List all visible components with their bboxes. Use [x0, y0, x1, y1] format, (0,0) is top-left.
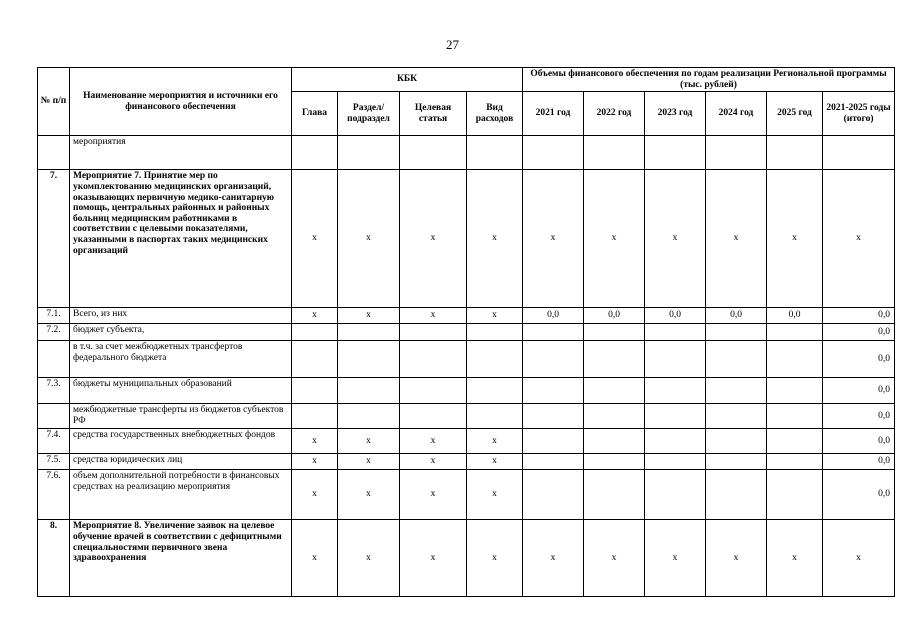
table-row [38, 170, 895, 308]
table-cell: 0,0 [584, 308, 645, 324]
table-cell [400, 404, 467, 429]
row-name: Всего, из них [70, 308, 292, 324]
table-cell [645, 454, 706, 470]
table-row [38, 324, 895, 341]
header-name: Наименование мероприятия и источники его финансового обеспечения [70, 68, 292, 136]
table-cell: 0,0 [645, 308, 706, 324]
table-cell [292, 136, 338, 170]
row-name: Мероприятие 8. Увеличение заявок на целевое обучение врачей в соответствии с дефицитными специальностями первичного звена здравоохранения [70, 520, 292, 597]
row-number: 7.6. [38, 470, 70, 520]
table-cell: x [467, 454, 523, 470]
table-cell [338, 404, 400, 429]
table-cell: x [584, 170, 645, 308]
table-cell [467, 324, 523, 341]
table-cell [767, 429, 823, 454]
table-cell [584, 378, 645, 404]
table-cell: x [523, 520, 584, 597]
table-cell: x [467, 470, 523, 520]
header-year-total: 2021-2025 годы (итого) [823, 92, 895, 136]
row-number: 7.5. [38, 454, 70, 470]
table-row [38, 429, 895, 454]
table-cell [467, 378, 523, 404]
table-cell: x [338, 429, 400, 454]
table-row [38, 378, 895, 404]
table-cell: x [706, 170, 767, 308]
header-kbk-glava: Глава [292, 92, 338, 136]
table-cell [584, 136, 645, 170]
row-number: 7.3. [38, 378, 70, 404]
table-cell [292, 324, 338, 341]
page-number: 27 [446, 37, 459, 52]
table-cell [706, 378, 767, 404]
header-year-2022: 2022 год [584, 92, 645, 136]
header-kbk-razdel: Раздел/ подраздел [338, 92, 400, 136]
table-cell [706, 136, 767, 170]
table-cell: x [767, 170, 823, 308]
table-cell [706, 404, 767, 429]
table-cell: x [400, 470, 467, 520]
row-number: 7.4. [38, 429, 70, 454]
table-cell [584, 341, 645, 378]
table-cell [584, 429, 645, 454]
table-cell [767, 341, 823, 378]
table-cell [706, 454, 767, 470]
row-number: 8. [38, 520, 70, 597]
table-cell [767, 470, 823, 520]
table-cell [645, 404, 706, 429]
table-cell: x [292, 454, 338, 470]
table-cell: x [467, 170, 523, 308]
table-cell [400, 136, 467, 170]
table-cell [523, 136, 584, 170]
table-cell: x [292, 308, 338, 324]
table-cell: x [400, 170, 467, 308]
table-cell [645, 378, 706, 404]
table-cell [645, 341, 706, 378]
table-row [38, 341, 895, 378]
table-cell: x [584, 520, 645, 597]
row-name: бюджеты муниципальных образований [70, 378, 292, 404]
table-cell: 0,0 [823, 341, 895, 378]
table-cell [523, 341, 584, 378]
table-cell: x [645, 520, 706, 597]
table-cell: 0,0 [523, 308, 584, 324]
row-name: Мероприятие 7. Принятие мер по укомплектованию медицинских организаций, оказывающих первичную медико-санитарную помощь, центральных районных и районных больниц медицинским работниками в соответствии с целевыми показателями, указанными в паспортах таких медицинских организаций [70, 170, 292, 308]
table-cell [467, 404, 523, 429]
table-row [38, 308, 895, 324]
table-cell [523, 404, 584, 429]
table-cell: 0,0 [767, 308, 823, 324]
table-cell [523, 378, 584, 404]
row-number [38, 341, 70, 378]
funding-table [37, 67, 895, 597]
header-year-2025: 2025 год [767, 92, 823, 136]
table-row [38, 470, 895, 520]
header-year-2023: 2023 год [645, 92, 706, 136]
table-cell: 0,0 [823, 470, 895, 520]
table-row [38, 454, 895, 470]
row-number: 7.2. [38, 324, 70, 341]
table-cell [706, 429, 767, 454]
table-row [38, 520, 895, 597]
table-cell: 0,0 [706, 308, 767, 324]
table-cell: x [338, 454, 400, 470]
table-cell: x [823, 520, 895, 597]
header-kbk-vid: Вид расходов [467, 92, 523, 136]
row-number: 7. [38, 170, 70, 308]
table-cell [292, 341, 338, 378]
row-number [38, 404, 70, 429]
table-cell [706, 341, 767, 378]
header-year-2021: 2021 год [523, 92, 584, 136]
table-cell [645, 136, 706, 170]
table-cell: 0,0 [823, 378, 895, 404]
table-cell: x [400, 520, 467, 597]
table-cell [645, 470, 706, 520]
table-cell [467, 136, 523, 170]
table-cell [706, 324, 767, 341]
table-cell [523, 324, 584, 341]
table-cell [823, 136, 895, 170]
table-cell [767, 404, 823, 429]
row-name: средства юридических лиц [70, 454, 292, 470]
table-cell: x [523, 170, 584, 308]
row-name: в т.ч. за счет межбюджетных трансфертов федерального бюджета [70, 341, 292, 378]
table-cell: 0,0 [823, 308, 895, 324]
table-cell: x [292, 170, 338, 308]
table-body [38, 136, 895, 597]
table-cell [338, 136, 400, 170]
table-cell [767, 378, 823, 404]
table-cell [584, 324, 645, 341]
table-cell [338, 324, 400, 341]
table-row [38, 404, 895, 429]
table-cell: x [467, 520, 523, 597]
table-cell: x [400, 429, 467, 454]
table-cell: x [292, 470, 338, 520]
table-cell: x [338, 308, 400, 324]
table-cell: x [823, 170, 895, 308]
table-cell [767, 324, 823, 341]
table-cell: x [467, 429, 523, 454]
table-cell: x [706, 520, 767, 597]
table-cell: x [338, 520, 400, 597]
table-cell [523, 429, 584, 454]
table-cell: 0,0 [823, 429, 895, 454]
table-cell [400, 341, 467, 378]
table-cell: x [467, 308, 523, 324]
header-kbk-statya: Целевая статья [400, 92, 467, 136]
table-cell: x [645, 170, 706, 308]
table-cell: 0,0 [823, 324, 895, 341]
table-cell [523, 454, 584, 470]
row-name: мероприятия [70, 136, 292, 170]
row-name: объем дополнительной потребности в финансовых средствах на реализацию мероприятия [70, 470, 292, 520]
table-cell: x [292, 520, 338, 597]
table-row [38, 136, 895, 170]
row-name: средства государственных внебюджетных фондов [70, 429, 292, 454]
table-cell [400, 378, 467, 404]
table-cell [706, 470, 767, 520]
table-cell [584, 470, 645, 520]
table-cell [767, 136, 823, 170]
table-cell: x [400, 308, 467, 324]
row-number: 7.1. [38, 308, 70, 324]
table-cell: 0,0 [823, 404, 895, 429]
table-cell [338, 378, 400, 404]
table-cell: x [400, 454, 467, 470]
header-num: № п/п [38, 68, 70, 136]
header-kbk: КБК [292, 68, 523, 92]
table-cell: x [292, 429, 338, 454]
table-cell [584, 454, 645, 470]
header-year-2024: 2024 год [706, 92, 767, 136]
table-cell [645, 429, 706, 454]
table-cell: x [338, 170, 400, 308]
table-cell [292, 404, 338, 429]
row-number [38, 136, 70, 170]
table-cell [338, 341, 400, 378]
table-cell: x [338, 470, 400, 520]
table-cell [645, 324, 706, 341]
row-name: бюджет субъекта, [70, 324, 292, 341]
table-cell: 0,0 [823, 454, 895, 470]
table-cell [584, 404, 645, 429]
table-cell [400, 324, 467, 341]
table-cell [767, 454, 823, 470]
table-cell [467, 341, 523, 378]
header-funding: Объемы финансового обеспечения по годам реализации Региональной программы (тыс. рублей) [523, 68, 895, 92]
table-cell: x [767, 520, 823, 597]
row-name: межбюджетные трансферты из бюджетов субъектов РФ [70, 404, 292, 429]
table-cell [292, 378, 338, 404]
table-cell [523, 470, 584, 520]
